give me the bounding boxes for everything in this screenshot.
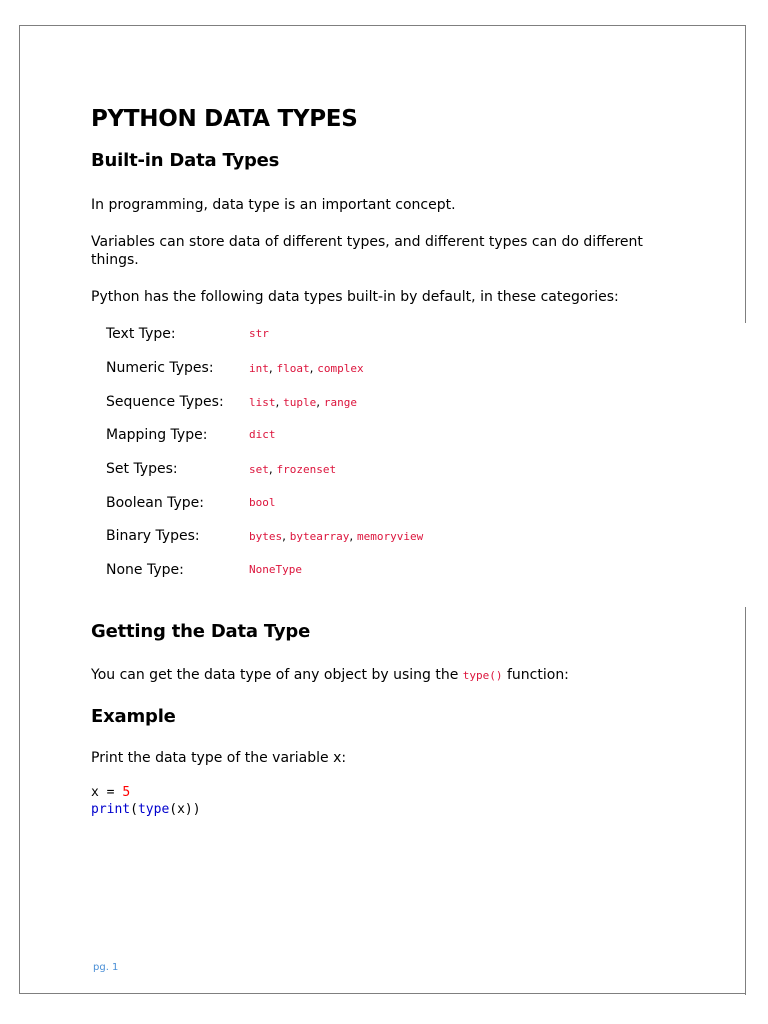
data-type-category-label: Binary Types: — [106, 528, 200, 544]
data-type-values — [249, 493, 276, 513]
data-type-value: int — [249, 362, 269, 375]
paragraph-get-type-text-before: You can get the data type of any object by using the — [91, 667, 463, 683]
code-example — [91, 784, 201, 818]
paragraph-variables: Variables can store data of different types, and different types can do different things. — [91, 234, 643, 268]
data-type-value: complex — [317, 362, 364, 375]
value-separator: , — [309, 361, 318, 375]
code-line-1-assign: x = — [91, 785, 123, 800]
data-type-value: range — [323, 396, 358, 409]
data-type-category-label: Text Type: — [106, 326, 176, 342]
page-border-right-top — [745, 25, 746, 323]
paragraph-get-type-text-after: function: — [502, 667, 569, 683]
paragraph-example: Print the data type of the variable x: — [91, 750, 347, 766]
value-separator: , — [275, 395, 284, 409]
data-type-value: set — [249, 463, 269, 476]
data-type-value: list — [249, 396, 276, 409]
page-number: pg. 1 — [93, 962, 119, 973]
code-line-1-number: 5 — [122, 785, 131, 800]
data-type-value: dict — [249, 428, 276, 441]
data-type-values — [249, 560, 302, 580]
data-type-value: NoneType — [249, 563, 302, 576]
data-type-values — [249, 526, 423, 547]
paragraph-intro: In programming, data type is an important concept. — [91, 197, 456, 213]
data-type-category-label: Numeric Types: — [106, 360, 214, 376]
paragraph-get-type — [91, 666, 691, 685]
data-type-value: bytes — [249, 530, 283, 543]
data-type-values — [249, 358, 364, 379]
value-separator: , — [349, 529, 358, 543]
paragraph-categories: Python has the following data types built-in by default, in these categories: — [91, 289, 619, 305]
data-type-values — [249, 324, 269, 344]
data-type-category-label: None Type: — [106, 562, 184, 578]
data-type-value: bytearray — [289, 530, 350, 543]
value-separator: , — [282, 529, 290, 543]
code-line-2-type: type — [137, 802, 170, 817]
section-heading-getting-type: Getting the Data Type — [91, 621, 311, 642]
data-type-category-label: Boolean Type: — [106, 495, 205, 511]
data-type-category-label: Set Types: — [106, 461, 178, 477]
section-heading-builtin: Built-in Data Types — [91, 150, 280, 171]
data-type-values — [249, 459, 336, 480]
data-type-value: bool — [249, 496, 276, 509]
code-line-2-rest: (x)) — [169, 802, 201, 817]
value-separator: , — [268, 361, 277, 375]
inline-code-type: type() — [462, 669, 503, 682]
data-type-value: memoryview — [357, 530, 424, 543]
value-separator: , — [268, 462, 277, 476]
data-type-values — [249, 425, 276, 445]
code-line-2-print: print — [91, 802, 131, 817]
data-type-value: tuple — [283, 396, 317, 409]
code-line-2-open-paren: ( — [130, 802, 138, 817]
data-type-value: float — [276, 362, 310, 375]
data-type-category-label: Mapping Type: — [106, 427, 208, 443]
value-separator: , — [316, 395, 324, 409]
page-title: PYTHON DATA TYPES — [91, 106, 358, 132]
data-type-values — [249, 392, 357, 413]
section-heading-example: Example — [91, 706, 176, 727]
data-type-value: str — [249, 327, 269, 340]
data-type-value: frozenset — [276, 463, 337, 476]
page-border-right-bottom — [745, 607, 746, 995]
data-type-category-label: Sequence Types: — [106, 394, 224, 410]
